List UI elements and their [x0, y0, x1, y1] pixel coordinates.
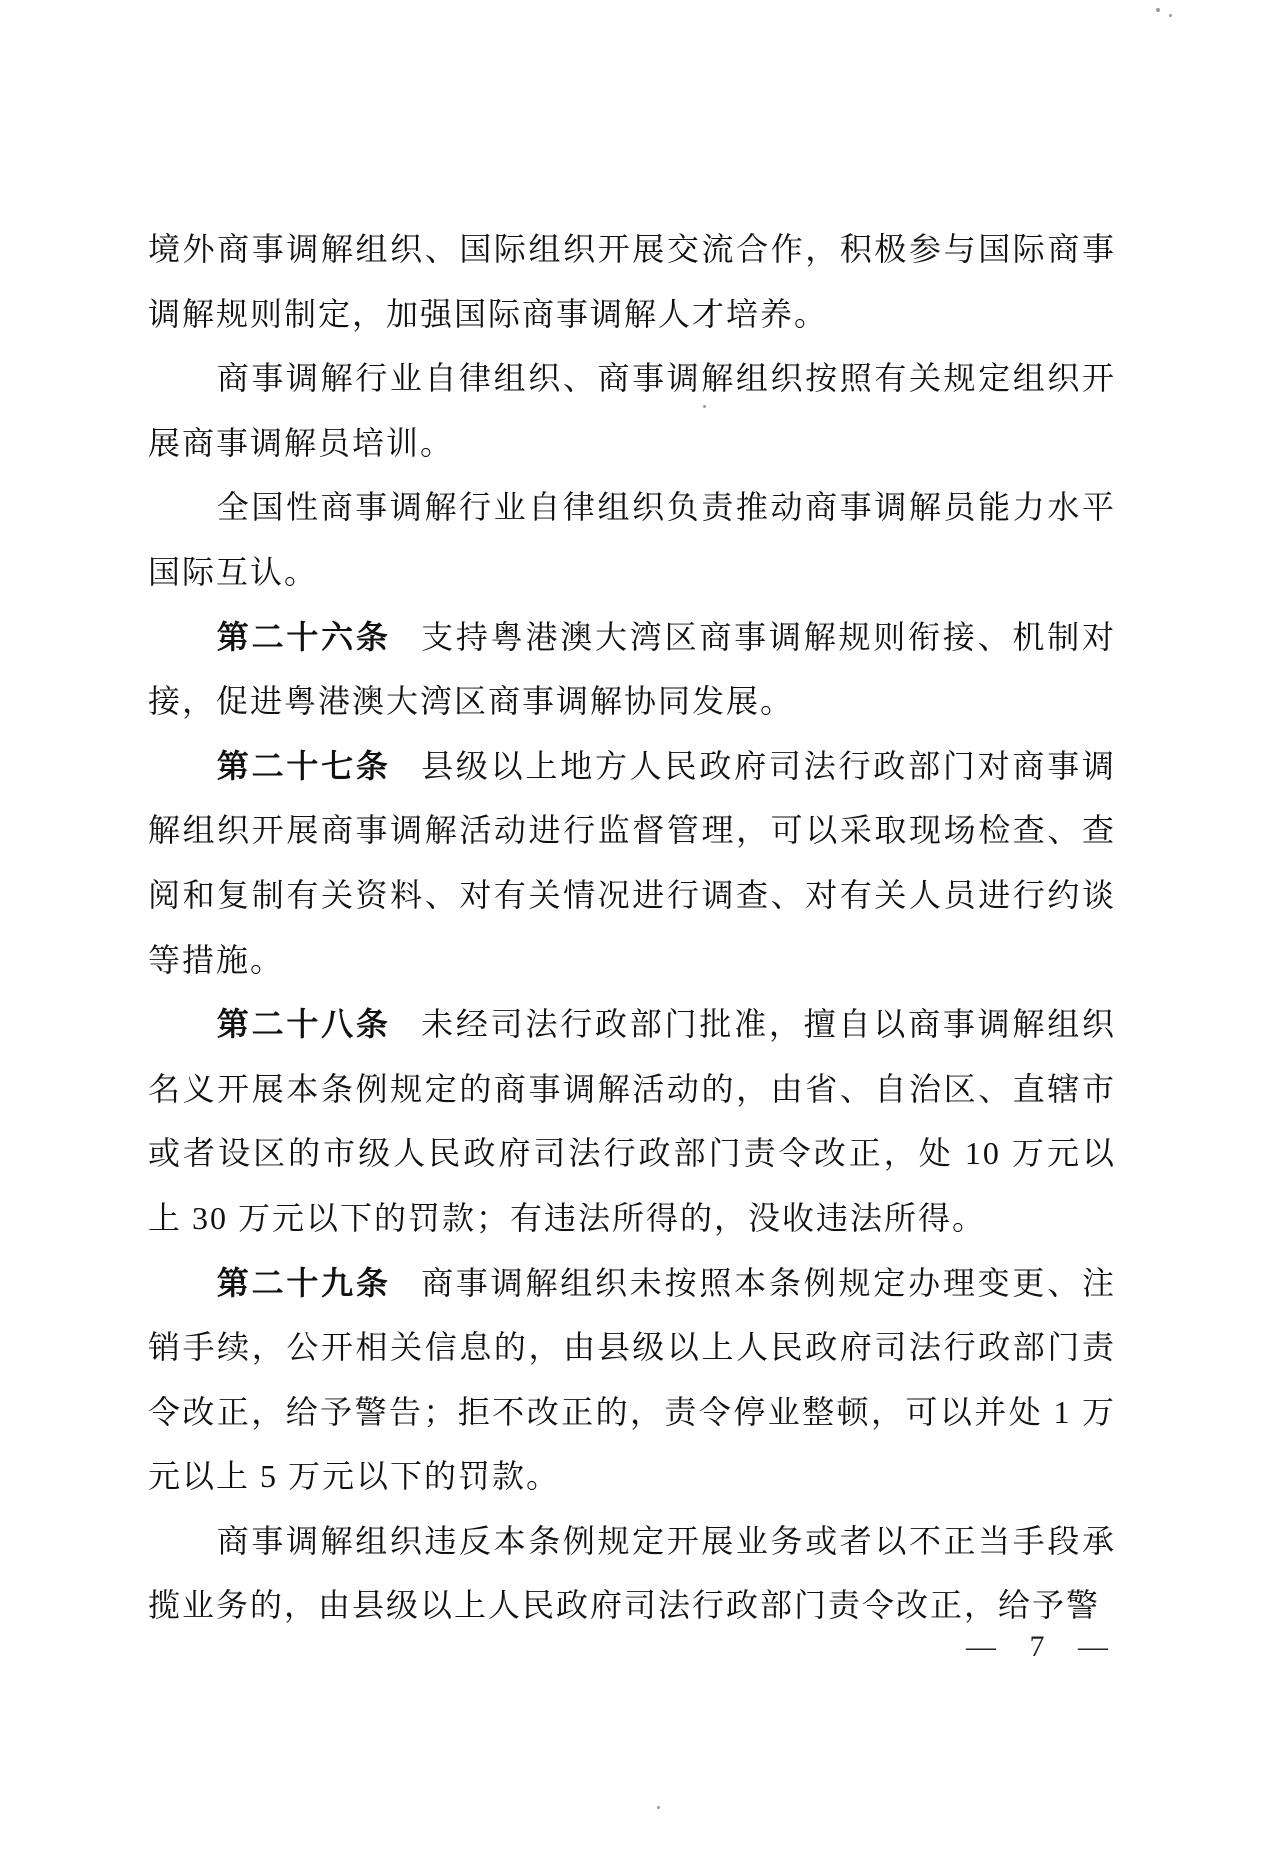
article-number: 第二十八条 — [216, 1006, 391, 1043]
paragraph — [148, 475, 1116, 604]
paragraph-text: 境外商事调解组织、国际组织开展交流合作，积极参与国际商事调解规则制定，加强国际商事调解人才培养。 — [148, 231, 1116, 332]
paragraph — [148, 992, 1116, 1250]
paragraph-text: 商事调解组织违反本条例规定开展业务或者以不正当手段承揽业务的，由县级以上人民政府司法行政部门责令改正，给予警 — [148, 1522, 1116, 1624]
paragraph — [148, 1509, 1116, 1638]
scan-speck — [657, 1806, 660, 1809]
article-number: 第二十六条 — [216, 618, 391, 655]
article-number: 第二十九条 — [216, 1264, 391, 1301]
paragraph — [148, 605, 1116, 734]
paragraph-text: 商事调解组织未按照本条例规定办理变更、注销手续，公开相关信息的，由县级以上人民政府司法行政部门责令改正，给予警告；拒不改正的，责令停业整顿，可以并处 1 万元以上 5 万元以下的罚款。 — [148, 1264, 1116, 1495]
document-body — [148, 217, 1116, 1638]
article-number: 第二十七条 — [216, 747, 391, 784]
paragraph-text: 未经司法行政部门批准，擅自以商事调解组织名义开展本条例规定的商事调解活动的，由省、自治区、直辖市或者设区的市级人民政府司法行政部门责令改正，处 10 万元以上 30 万元以下的罚款；有违法所得的，没收违法所得。 — [148, 1006, 1116, 1236]
paragraph-text: 县级以上地方人民政府司法行政部门对商事调解组织开展商事调解活动进行监督管理，可以采取现场检查、查阅和复制有关资料、对有关情况进行调查、对有关人员进行约谈等措施。 — [148, 747, 1116, 978]
paragraph-text: 商事调解行业自律组织、商事调解组织按照有关规定组织开展商事调解员培训。 — [148, 360, 1116, 461]
paragraph-text: 全国性商事调解行业自律组织负责推动商事调解员能力水平国际互认。 — [148, 489, 1116, 590]
scan-speck — [1169, 14, 1172, 17]
scan-speck — [1156, 8, 1160, 12]
paragraph — [148, 734, 1116, 992]
paragraph-text: 支持粤港澳大湾区商事调解规则衔接、机制对接，促进粤港澳大湾区商事调解协同发展。 — [148, 618, 1116, 720]
page-number: — 7 — — [966, 1630, 1112, 1663]
scan-speck — [703, 405, 706, 408]
paragraph — [148, 1251, 1116, 1509]
paragraph — [148, 346, 1116, 475]
paragraph — [148, 217, 1116, 346]
